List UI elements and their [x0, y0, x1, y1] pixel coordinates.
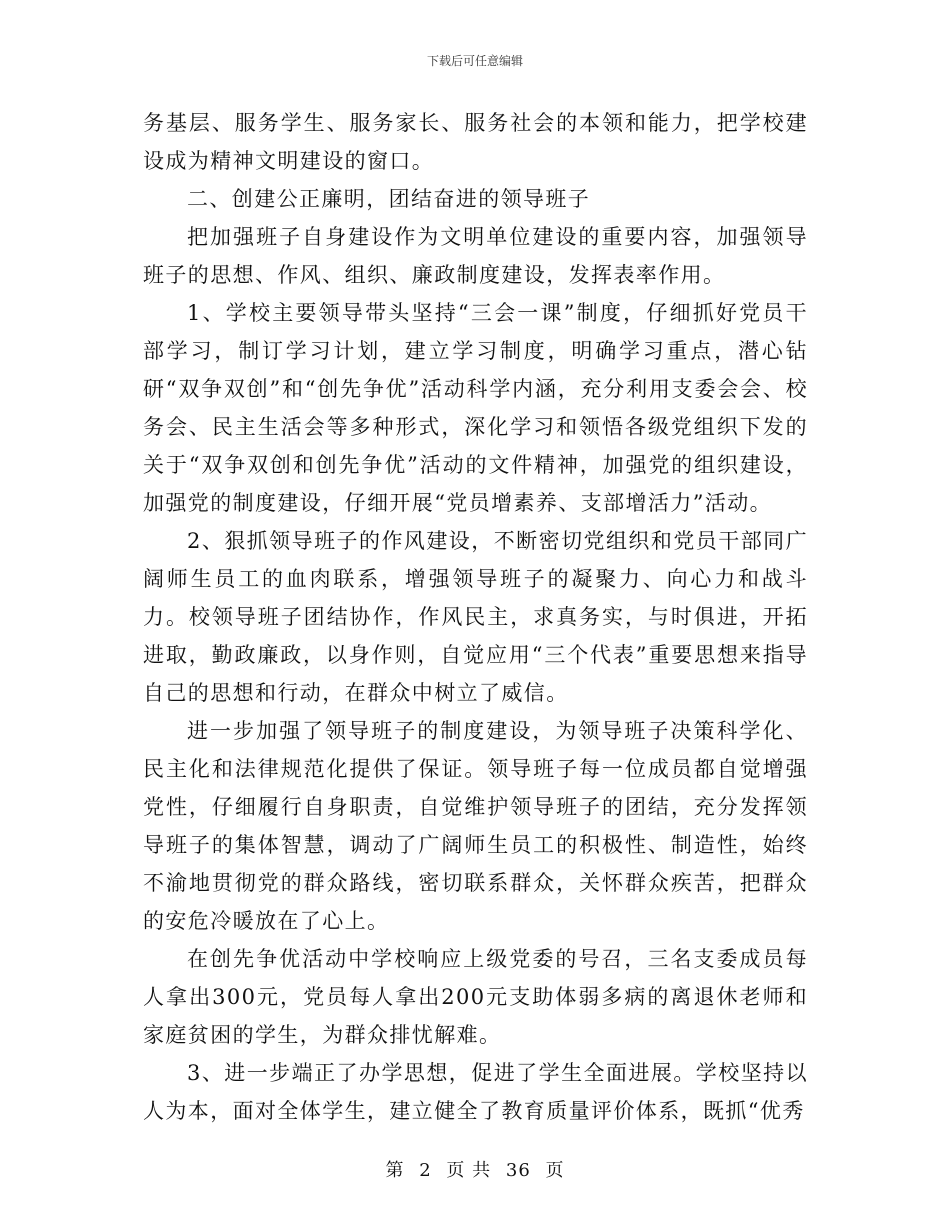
paragraph-4: 2、狠抓领导班子的作风建设，不断密切党组织和党员干部同广阔师生员工的血肉联系，增强领导班子的凝聚力、向心力和战斗力。校领导班子团结协作，作风民主，求真务实，与时俱进，开拓进取，勤政廉政，以身作则，自觉应用“三个代表”重要思想来指导自己的思想和行动，在群众中树立了威信。 [143, 529, 808, 705]
paragraph-3: 1、学校主要领导带头坚持“三会一课”制度，仔细抓好党员干部学习，制订学习计划，建立学习制度，明确学习重点，潜心钻研“双争双创”和“创先争优”活动科学内涵，充分利用支委会会、校务会、民主生活会等多种形式，深化学习和领悟各级党组织下发的关于“双争双创和创先争优”活动的文件精神，加强党的组织建设，加强党的制度建设，仔细开展“党员增素养、支部增活力”活动。 [143, 301, 808, 515]
footer-prefix: 第 [385, 1160, 405, 1181]
paragraph-1: 务基层、服务学生、服务家长、服务社会的本领和能力，把学校建设成为精神文明建设的窗口。 [143, 111, 808, 173]
paragraph-6: 在创先争优活动中学校响应上级党委的号召，三名支委成员每人拿出300元，党员每人拿出200元支助体弱多病的离退休老师和家庭贫困的学生，为群众排忧解难。 [143, 947, 808, 1047]
paragraph-7: 3、进一步端正了办学思想，促进了学生全面进展。学校坚持以人为本，面对全体学生，建立健全了教育质量评价体系，既抓“优秀 [143, 1061, 808, 1123]
document-body [143, 104, 808, 1130]
paragraph-2: 把加强班子自身建设作为文明单位建设的重要内容，加强领导班子的思想、作风、组织、廉政制度建设，发挥表率作用。 [143, 225, 808, 287]
page-header: 下载后可任意编辑 [426, 54, 523, 68]
page-footer [0, 1156, 950, 1182]
total-pages: 36 [505, 1160, 531, 1181]
footer-middle: 页 共 [446, 1160, 492, 1181]
page-number: 2 [419, 1160, 432, 1181]
footer-suffix: 页 [545, 1160, 565, 1181]
section-heading: 二、创建公正廉明，团结奋进的领导班子 [187, 187, 591, 211]
paragraph-5: 进一步加强了领导班子的制度建设，为领导班子决策科学化、民主化和法律规范化提供了保证。领导班子每一位成员都自觉增强党性，仔细履行自身职责，自觉维护领导班子的团结，充分发挥领导班子的集体智慧，调动了广阔师生员工的积极性、制造性，始终不渝地贯彻党的群众路线，密切联系群众，关怀群众疾苦，把群众的安危冷暖放在了心上。 [143, 719, 808, 933]
